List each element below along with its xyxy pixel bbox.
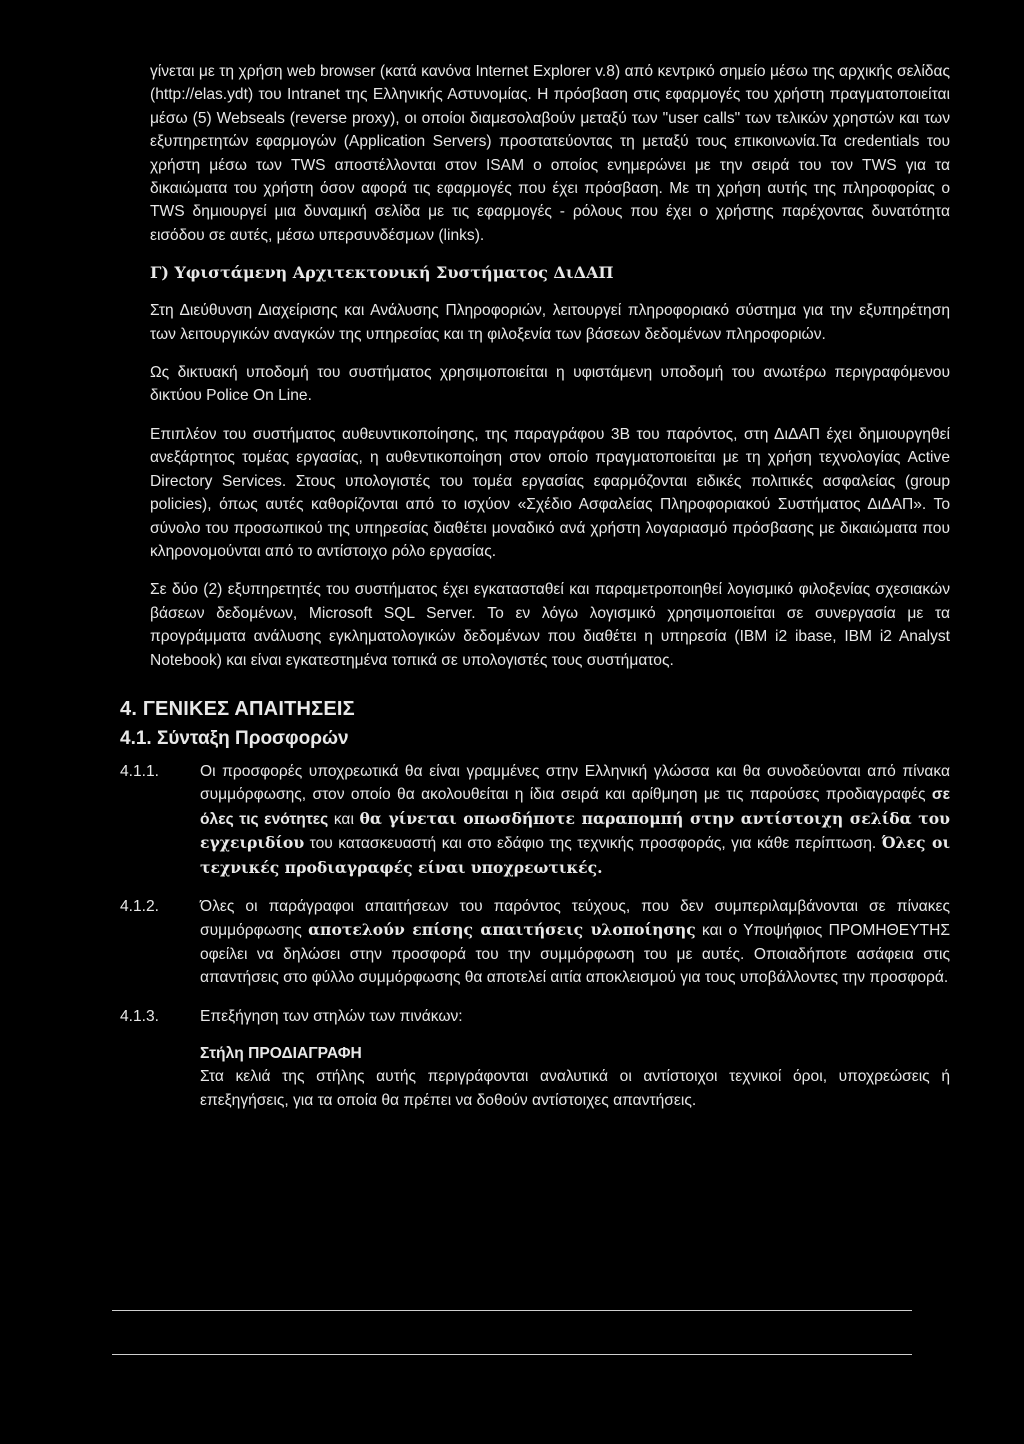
item-bold-text: θα γίνεται οπωσδήποτε παραπομπή στην αντίστοιχη σελίδα του εγχειριδίου bbox=[200, 808, 950, 853]
section-g-heading: Γ) Υφιστάμενη Αρχιτεκτονική Συστήματος ΔιΔΑΠ bbox=[150, 263, 614, 283]
column-title: Στήλη ΠΡΟΔΙΑΓΡΑΦΗ bbox=[200, 1045, 362, 1062]
section-4-1-heading: 4.1. Σύνταξη Προσφορών bbox=[120, 727, 349, 749]
item-body bbox=[200, 760, 950, 880]
item-bold-text: Όλες οι τεχνικές προδιαγραφές είναι υποχρεωτικές. bbox=[200, 833, 950, 877]
item-text: και ο Υποψήφιος ΠΡΟΜΗΘΕΥΤΗΣ οφείλει να δηλώσει στην προσφορά του την συμμόρφωση του με αυτές. Οποιαδήποτε ασάφεια στις απαντήσεις στο φύλλο συμμόρφωσης θα αποτελεί αιτία αποκλεισμού για τους υποβάλλοντες την προσφορά. bbox=[200, 922, 950, 987]
item-4-1-1 bbox=[120, 760, 950, 880]
column-description: Στα κελιά της στήλης αυτής περιγράφονται αναλυτικά οι αντίστοιχοι τεχνικοί όροι, υποχρεώσεις ή επεξηγήσεις, για τα οποία θα πρέπει να δοθούν αντίστοιχες απαντήσεις. bbox=[200, 1068, 950, 1109]
item-body bbox=[200, 895, 950, 990]
item-4-1-3 bbox=[120, 1005, 950, 1113]
horizontal-rule bbox=[112, 1310, 912, 1311]
item-text: Οι προσφορές υποχρεωτικά θα είναι γραμμένες στην Ελληνική γλώσσα και θα συνοδεύονται από πίνακα συμμόρφωσης, στον οποίο θα ακολουθείται η ίδια σειρά και αρίθμηση με τις παρούσες προδιαγραφές bbox=[200, 762, 950, 804]
item-text: του κατασκευαστή και στο εδάφιο της τεχνικής προσφοράς, για κάθε περίπτωση. bbox=[304, 835, 882, 853]
intro-text-b: Τα credentials του χρήστη μέσω των TWS αποστέλλονται στον ISAM ο οποίος ενημερώνει με την σειρά του τον TWS για τα δικαιώματα του χρήστη όσον αφορά τις εφαρμογές που έχει πρόσβαση. Με τη χρήση αυτής της πληροφορίας ο TWS δημιουργεί μια δυναμική σελίδα με τις εφαρμογές - ρόλους που έχει ο χρήστης παρέχοντας δυνατότητα εισόδου σε αυτές, μέσω υπερσυνδέσμων (links). bbox=[150, 133, 951, 244]
text-column bbox=[120, 60, 951, 1127]
section-g-paragraph-3: Επιπλέον του συστήματος αυθευντικοποίησης, της παραγράφου 3Β του παρόντος, στη ΔιΔΑΠ έχει δημιουργηθεί ανεξάρτητος τομέας εργασίας, η αυθεντικοποίηση στον οποίο πραγματοποιείται με τη χρήση τεχνολογίας Active Directory Services. Στους υπολογιστές του τομέα εργασίας εφαρμόζονται ειδικές πολιτικές ασφαλείας (group policies), όπως αυτές καθορίζονται από το ισχύον «Σχέδιο Ασφαλείας Πληροφοριακού Συστήματος ΔιΔΑΠ». Το σύνολο του προσωπικού της υπηρεσίας διαθέτει μοναδικό ανά χρήστη λογαριασμό πρόσβασης με δικαιώματα που κληρονομούνται από το αντίστοιχο ρόλο εργασίας. bbox=[150, 425, 950, 560]
section-g-paragraph-1: Στη Διεύθυνση Διαχείρισης και Ανάλυσης Πληροφοριών, λειτουργεί πληροφοριακό σύστημα για την εξυπηρέτηση των λειτουργικών αναγκών της υπηρεσίας και τη φιλοξενία των βάσεων δεδομένων πληροφοριών. bbox=[150, 302, 950, 343]
item-4-1-2 bbox=[120, 895, 950, 990]
item-text: Όλες οι παράγραφοι απαιτήσεων του παρόντος τεύχους, που δεν συμπεριλαμβάνονται σε πίνακες συμμόρφωσης bbox=[200, 897, 950, 940]
intro-text-a: γίνεται με τη χρήση web browser (κατά κανόνα Internet Explorer v.8) από κεντρικό σημείο μέσω της αρχικής σελίδας (http://elas.ydt) του Intranet της Ελληνικής Αστυνομίας. Η πρόσβαση στις εφαρμογές του χρήστη πραγματοποιείται μέσω (5) Webseals (reverse proxy), οι οποίοι διαμεσολαβούν μεταξύ των "user calls" των τελικών χρηστών και των εξυπηρετητών εφαρμογών (Application Servers) προστατεύοντας τη μεταξύ τους επικοινωνία. bbox=[150, 63, 950, 151]
intro-paragraph bbox=[150, 60, 950, 247]
section-g-paragraph-4: Σε δύο (2) εξυπηρετητές του συστήματος έχει εγκατασταθεί και παραμετροποιηθεί λογισμικό φιλοξενίας σχεσιακών βάσεων δεδομένων, Microsoft SQL Server. Το εν λόγω λογισμικό χρησιμοποιείται σε συνεργασία με τα προγράμματα ανάλυσης εγκληματολογικών δεδομένων που διαθέτει η υπηρεσία (IBM i2 ibase, IBM i2 Analyst Notebook) και είναι εγκατεστημένα τοπικά σε υπολογιστές τους συστήματος. bbox=[150, 581, 950, 669]
section-4-heading: 4. ΓΕΝΙΚΕΣ ΑΠΑΙΤΗΣΕΙΣ bbox=[120, 697, 355, 720]
horizontal-rule bbox=[112, 1354, 912, 1355]
item-number: 4.1.2. bbox=[120, 897, 160, 915]
item-bold-text: σε όλες τις ενότητες bbox=[200, 786, 950, 828]
item-bold-text: αποτελούν επίσης απαιτήσεις υλοποίησης bbox=[308, 920, 696, 940]
item-text: Επεξήγηση των στηλών των πινάκων: bbox=[200, 1007, 463, 1025]
item-text: και bbox=[328, 810, 360, 828]
item-body bbox=[200, 1005, 950, 1113]
section-g-paragraph-2: Ως δικτυακή υποδομή του συστήματος χρησιμοποιείται η υφιστάμενη υποδομή του ανωτέρω περιγραφόμενου δικτύου Police On Line. bbox=[150, 364, 950, 405]
item-number: 4.1.1. bbox=[120, 762, 160, 780]
item-number: 4.1.3. bbox=[120, 1007, 160, 1025]
